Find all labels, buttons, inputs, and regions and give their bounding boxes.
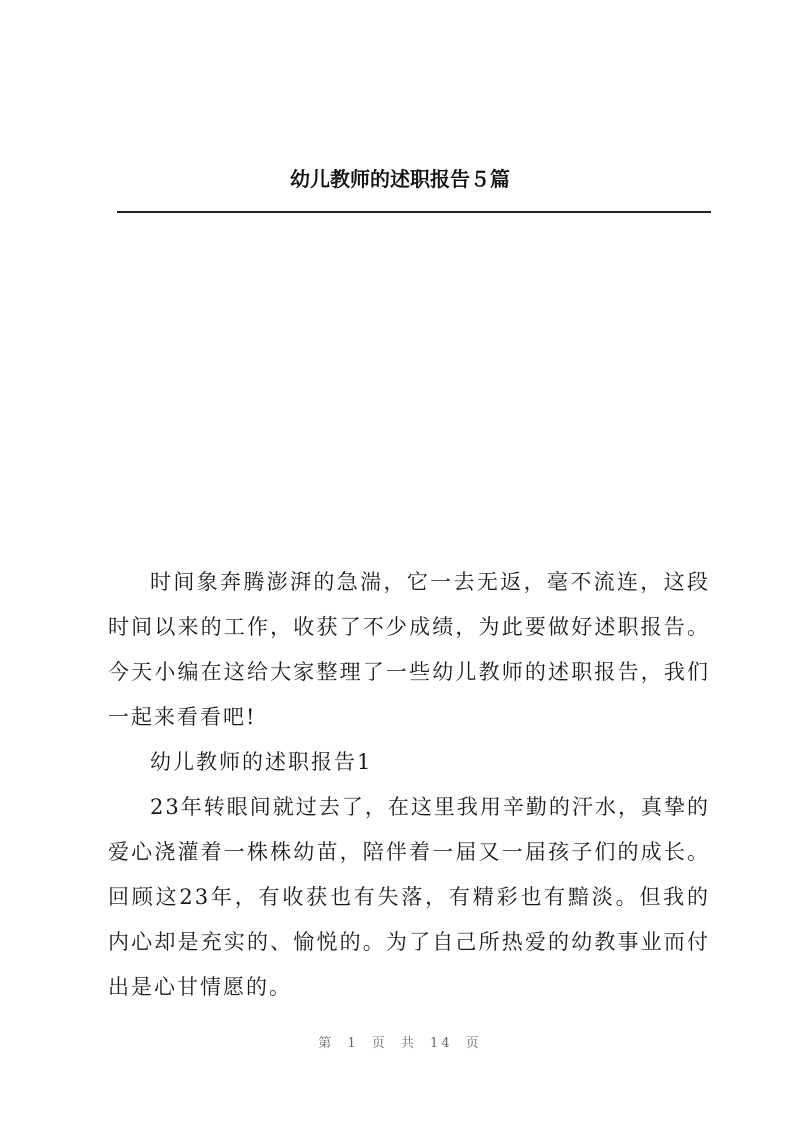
title-divider (117, 211, 711, 213)
document-body (108, 560, 710, 1010)
document-title: 幼儿教师的述职报告５篇 (290, 167, 510, 191)
page-number-footer: 第 1 页 共 14 页 (318, 1036, 482, 1051)
section-heading: 幼儿教师的述职报告1 (150, 750, 373, 774)
intro-paragraph: 时间象奔腾澎湃的急湍，它一去无返，毫不流连，这段时间以来的工作，收获了不少成绩，为此要做好述职报告。今天小编在这给大家整理了一些幼儿教师的述职报告，我们一起来看看吧! (108, 570, 710, 729)
body-paragraph: 23年转眼间就过去了，在这里我用辛勤的汗水，真挚的爱心浇灌着一株株幼苗，陪伴着一届又一届孩子们的成长。回顾这23年，有收获也有失落，有精彩也有黯淡。但我的内心却是充实的、愉悦的。为了自己所热爱的幼教事业而付出是心甘情愿的。 (108, 795, 710, 999)
